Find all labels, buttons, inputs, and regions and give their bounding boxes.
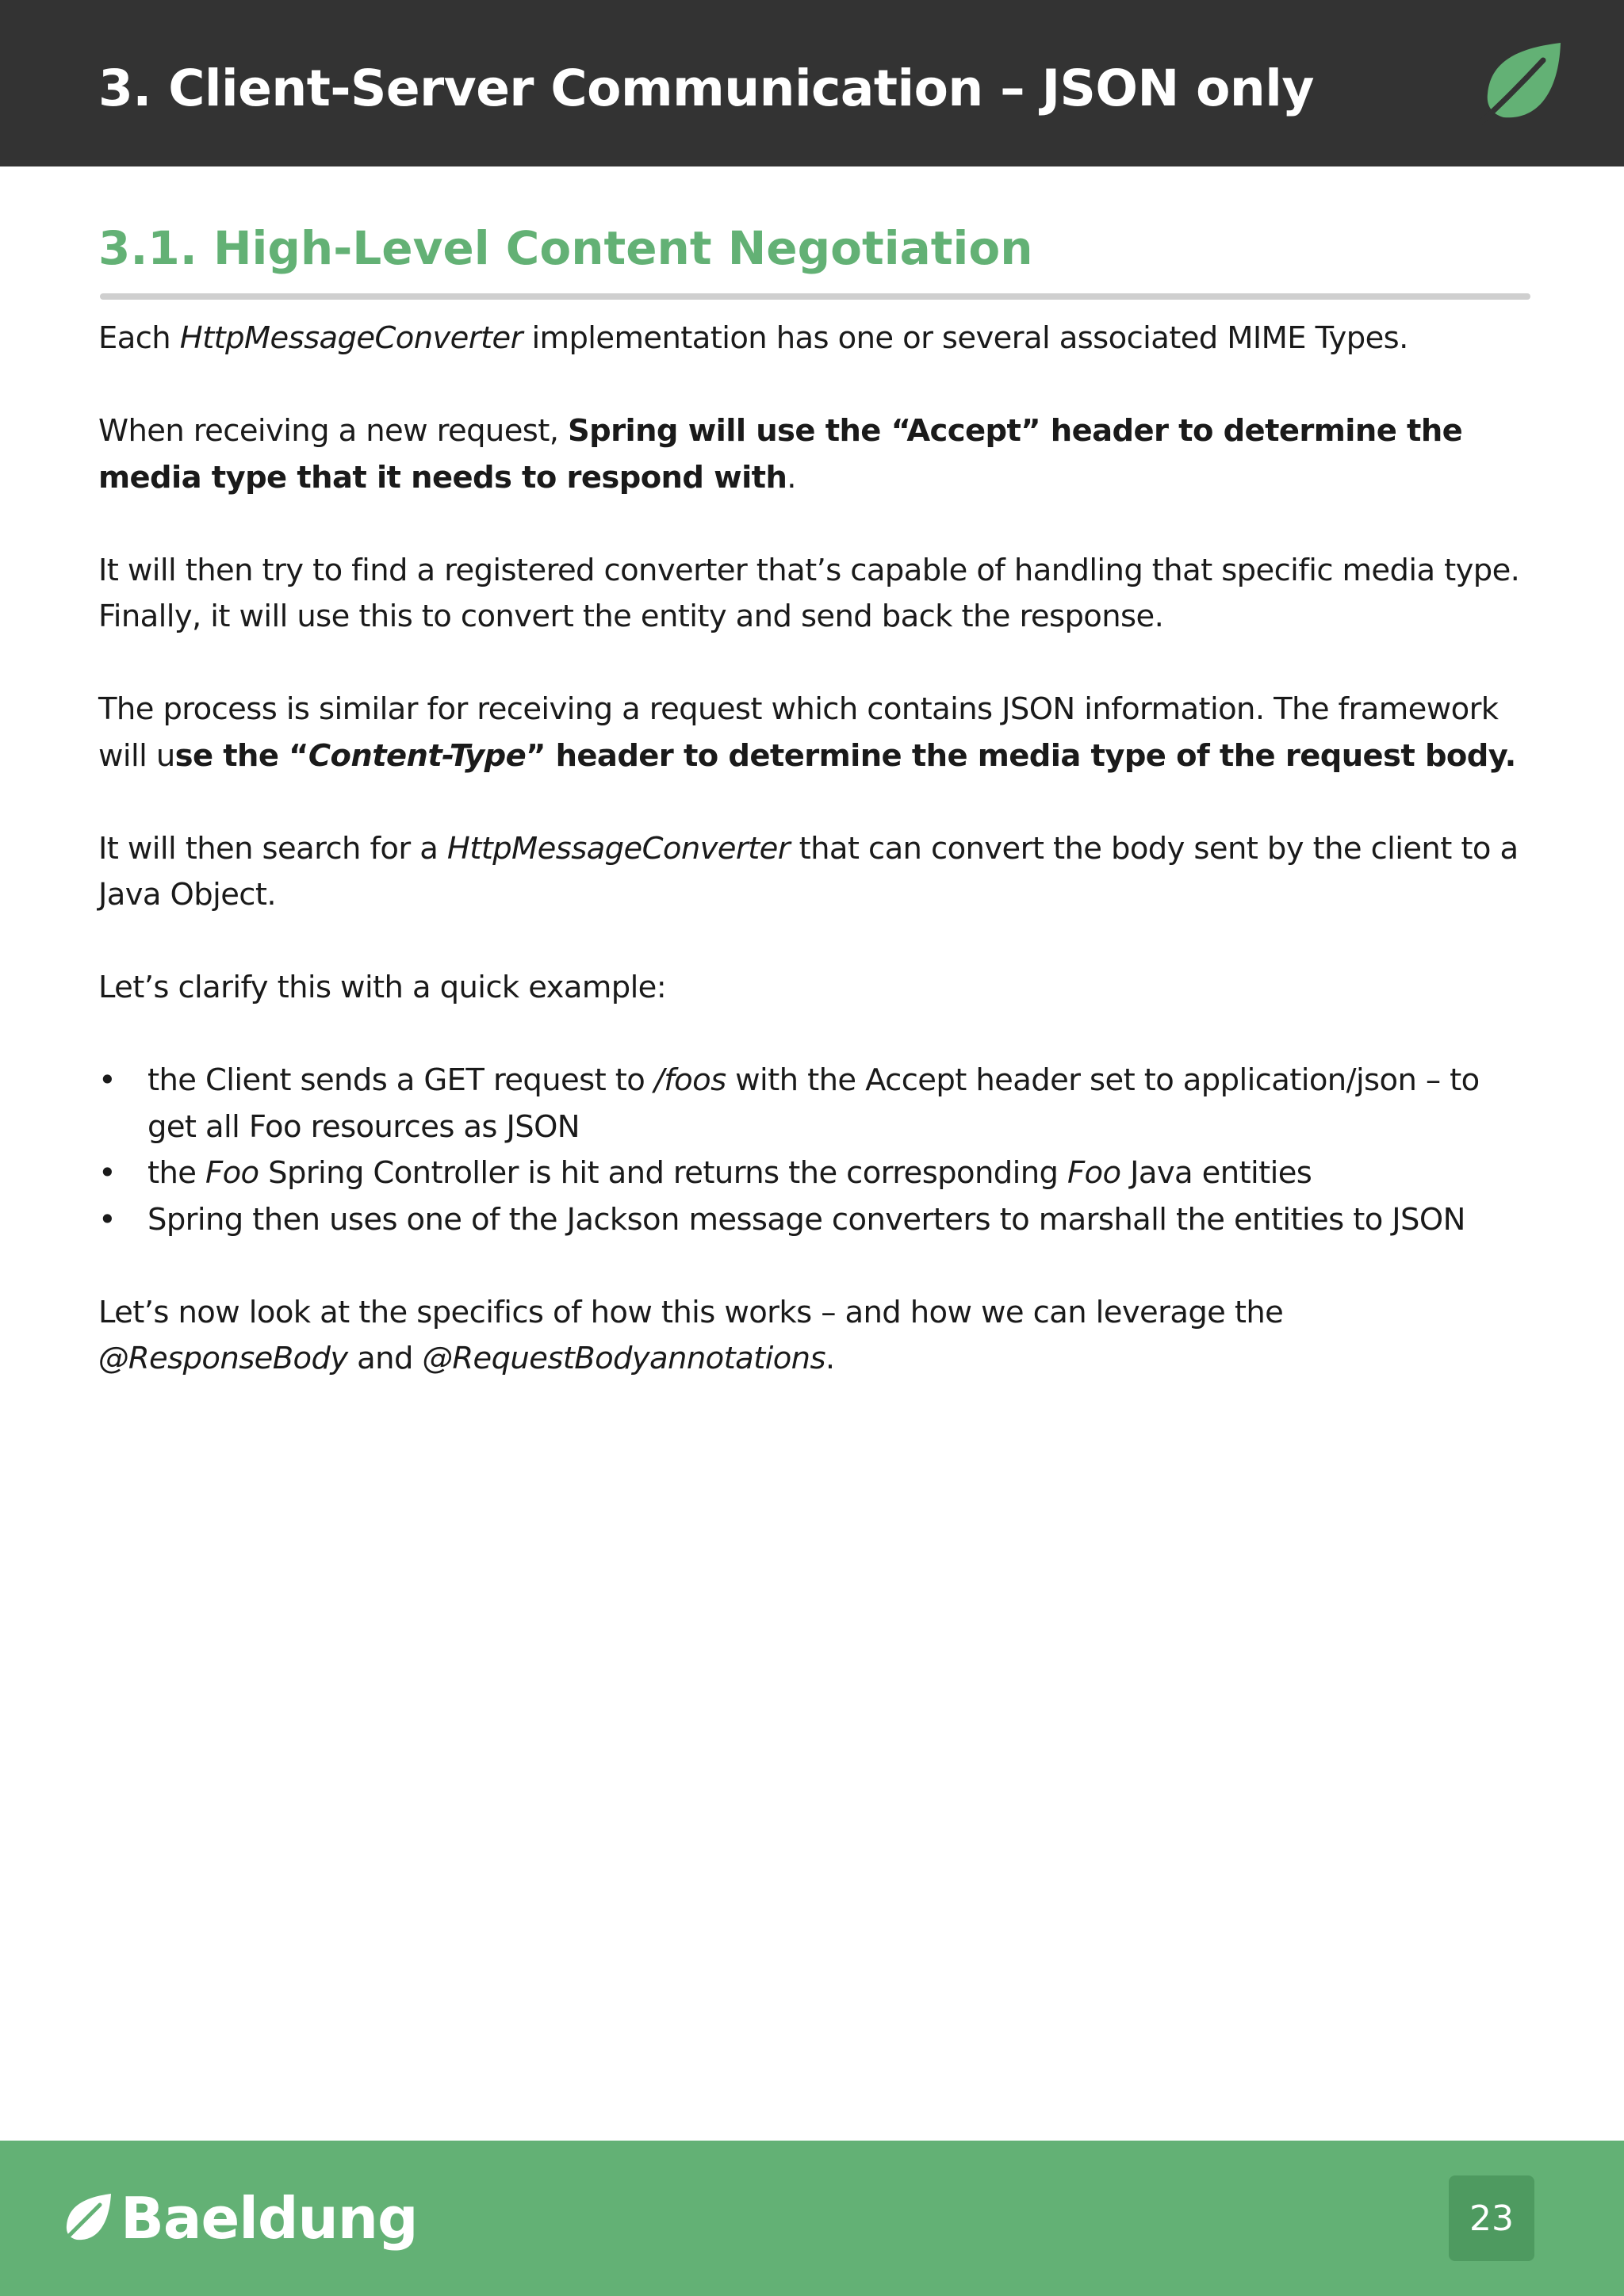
leaf-logo-icon [60, 2192, 113, 2244]
paragraph-find-converter: It will then try to find a registered converter that’s capable of handling that specific media type. Finally, it will use this to convert the entity and send back the response. [98, 552, 1520, 634]
paragraph-annotations: Let’s now look at the specifics of how this works – and how we can leverage the @ResponseBody and @RequestBodyannotations. [98, 1294, 1284, 1376]
paragraph-converters: Each HttpMessageConverter implementation has one or several associated MIME Types. [98, 320, 1408, 356]
leaf-icon [1477, 41, 1565, 125]
page-footer [0, 2141, 1624, 2296]
paragraph-content-type: The process is similar for receiving a request which contains JSON information. The framework will use the “Content-Type” header to determine the media type of the request body. [98, 691, 1516, 774]
page-number-badge [1449, 2175, 1534, 2261]
section-divider [100, 293, 1530, 300]
bullet: • [98, 1201, 117, 1238]
chapter-title: 3. Client-Server Communication – JSON only [98, 59, 1314, 117]
brand-name: Baeldung [121, 2185, 418, 2252]
example-list [98, 1058, 1526, 1243]
section-title: 3.1. High-Level Content Negotiation [98, 221, 1033, 275]
bullet: • [98, 1155, 117, 1191]
list-item: • Spring then uses one of the Jackson message converters to marshall the entities to JSON [98, 1197, 1526, 1244]
paragraph-accept-header: When receiving a new request, Spring will use the “Accept” header to determine the media type that it needs to respond with. [98, 413, 1463, 496]
page-header [0, 0, 1624, 166]
page-number: 23 [1469, 2198, 1514, 2239]
list-item: • the Foo Spring Controller is hit and returns the corresponding Foo Java entities [98, 1150, 1526, 1197]
page-content [98, 214, 1526, 1429]
brand-logo [60, 2179, 418, 2258]
bullet: • [98, 1062, 117, 1098]
paragraph-search-converter: It will then search for a HttpMessageConverter that can convert the body sent by the client to a Java Object. [98, 830, 1519, 913]
list-item: • the Client sends a GET request to /foos with the Accept header set to application/json – to get all Foo resources as JSON [98, 1058, 1526, 1150]
paragraph-example-intro: Let’s clarify this with a quick example: [98, 970, 667, 1005]
